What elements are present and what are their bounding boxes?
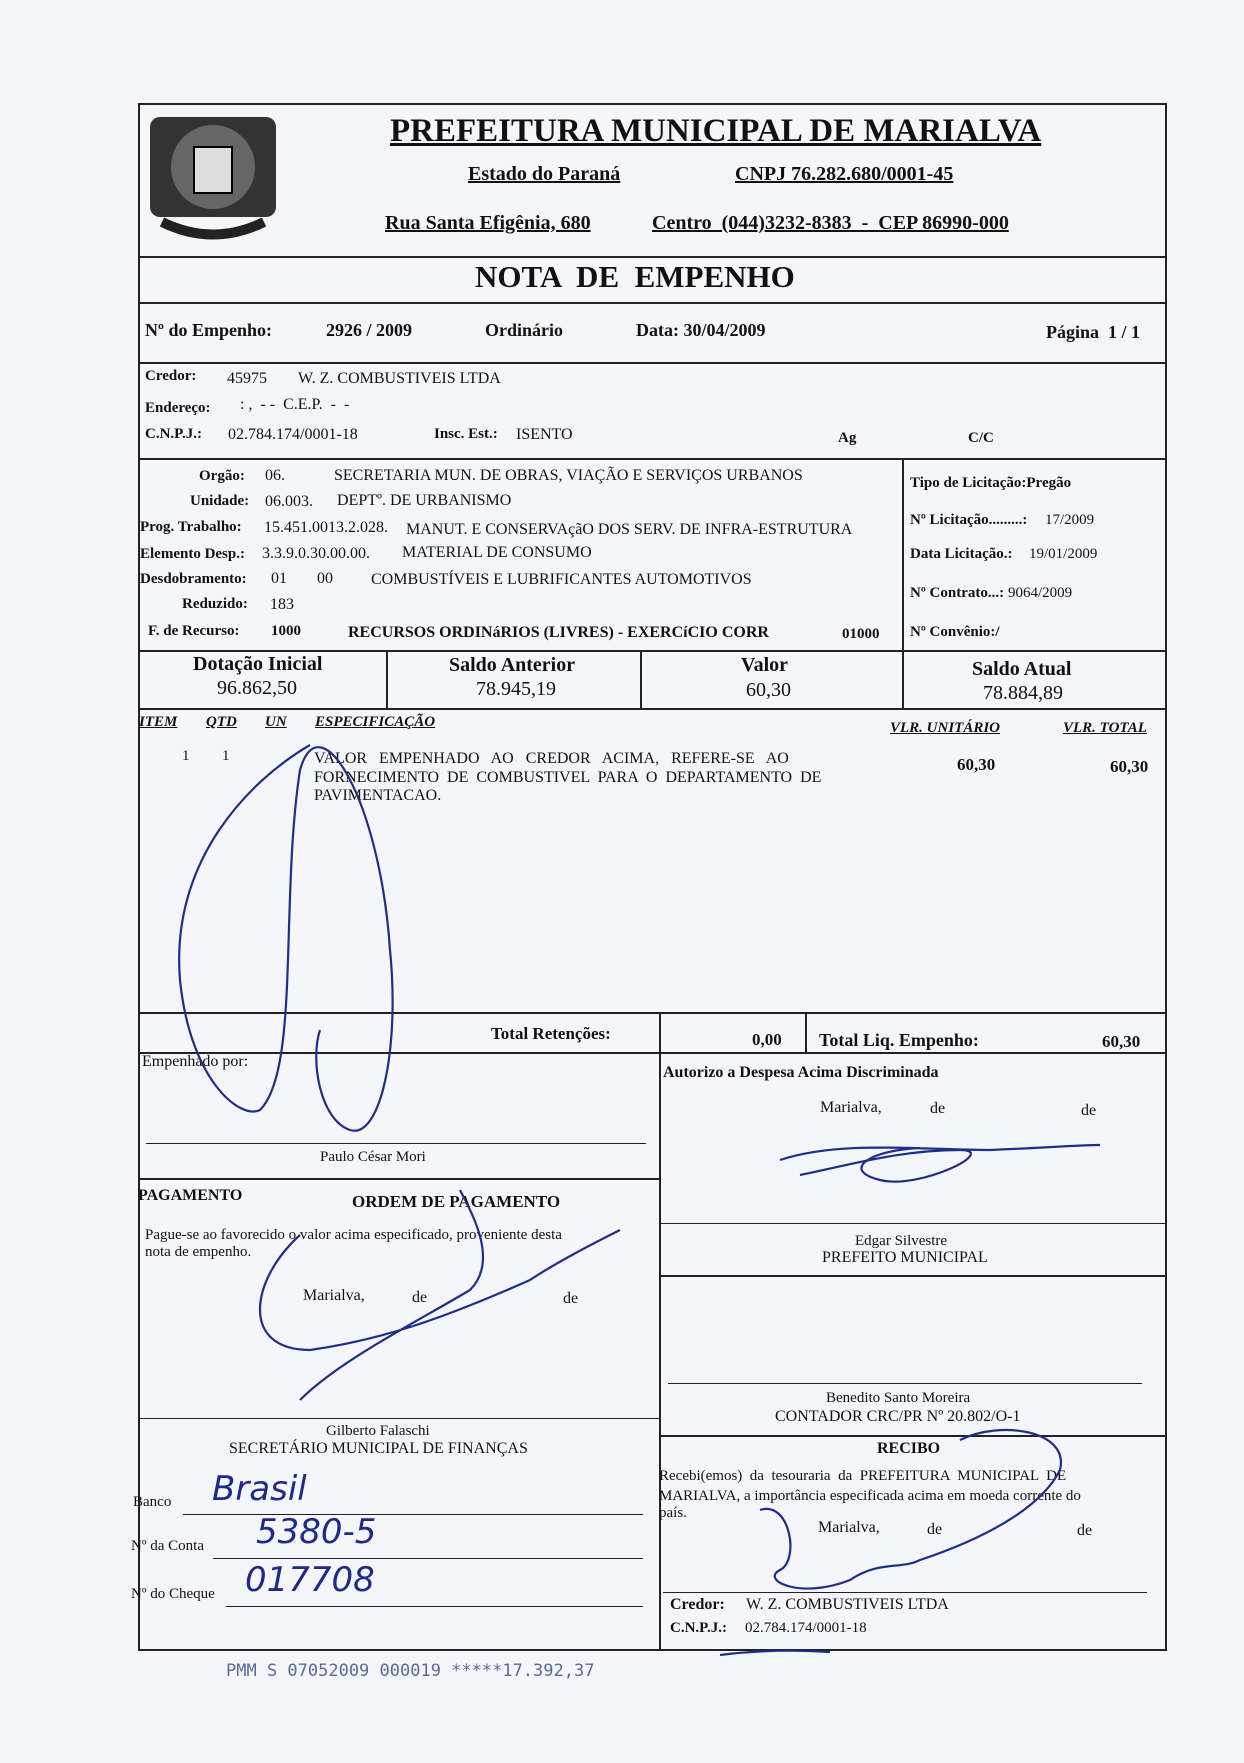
licitacao-tipo: Tipo de Licitação:Pregão	[910, 475, 1072, 491]
secretario-name: Gilberto Falaschi	[326, 1423, 430, 1439]
org-cnpj: CNPJ 76.282.680/0001-45	[735, 163, 954, 185]
recurso-code2: 01000	[842, 626, 880, 642]
desdobramento-code2: 00	[317, 570, 333, 587]
pagamento-text-2: nota de empenho.	[145, 1244, 252, 1260]
pagamento-title: PAGAMENTO	[138, 1187, 243, 1204]
recurso-name: RECURSOS ORDINáRIOS (LIVRES) - EXERCíCIO CORR	[348, 624, 769, 641]
items-col-un: UN	[265, 714, 287, 730]
recurso-label: F. de Recurso:	[148, 623, 240, 639]
address-label: Endereço:	[145, 400, 211, 416]
empenhado-por-name: Paulo César Mori	[320, 1149, 426, 1165]
item-row-qty: 1	[222, 748, 230, 764]
item-row-desc-1: VALOR EMPENHADO AO CREDOR ACIMA, REFERE-SE AO	[314, 750, 789, 767]
prog-code: 15.451.0013.2.028.	[264, 519, 388, 536]
credor-address: : , - - C.E.P. - -	[240, 396, 350, 413]
recibo-credor-name: W. Z. COMBUSTIVEIS LTDA	[746, 1596, 949, 1613]
item-row-number: 1	[182, 748, 190, 764]
orgao-code: 06.	[265, 467, 285, 484]
pagamento-de-1: de	[412, 1289, 428, 1306]
empenho-number: 2926 / 2009	[326, 320, 413, 340]
unidade-name: DEPTº. DE URBANISMO	[337, 492, 512, 509]
item-row-unit-value: 60,30	[957, 755, 996, 774]
liquido-value: 60,30	[1102, 1032, 1141, 1051]
prefeito-title: PREFEITO MUNICIPAL	[822, 1249, 988, 1266]
org-address: Rua Santa Efigênia, 680	[385, 212, 591, 234]
prog-name: MANUT. E CONSERVAçãO DOS SERV. DE INFRA-ESTRUTURA	[406, 521, 853, 538]
saldo-2-value: 60,30	[746, 679, 791, 701]
recibo-city: Marialva,	[818, 1519, 880, 1536]
ordem-pagamento-title: ORDEM DE PAGAMENTO	[352, 1192, 561, 1211]
item-row-desc-2: FORNECIMENTO DE COMBUSTIVEL PARA O DEPARTAMENTO DE	[314, 769, 822, 786]
pagamento-de-2: de	[563, 1290, 579, 1307]
cheque-label: Nº do Cheque	[131, 1586, 215, 1602]
conta-label: Nº da Conta	[131, 1538, 204, 1554]
recibo-text-1: Recebi(emos) da tesouraria da PREFEITURA MUNICIPAL DE	[659, 1468, 1067, 1484]
autorizo-de-1: de	[930, 1100, 946, 1117]
autorizo-city: Marialva,	[820, 1099, 882, 1116]
banco-value: Brasil	[212, 1469, 307, 1509]
insc-label: Insc. Est.:	[434, 426, 498, 442]
saldo-1-label: Saldo Anterior	[449, 654, 576, 676]
pagamento-text-1: Pague-se ao favorecido o valor acima especificado, proveniente desta	[145, 1227, 562, 1243]
contador-title: CONTADOR CRC/PR Nº 20.802/O-1	[775, 1408, 1021, 1425]
payment-stamp: PMM S 07052009 000019 *****17.392,37	[226, 1661, 595, 1681]
elemento-name: MATERIAL DE CONSUMO	[402, 544, 592, 561]
saldo-0-label: Dotação Inicial	[193, 653, 323, 675]
cheque-value: 017708	[245, 1560, 375, 1600]
saldo-3-value: 78.884,89	[983, 682, 1063, 704]
licitacao-numero-label: Nº Licitação.........:	[910, 512, 1028, 528]
retencoes-label: Total Retenções:	[491, 1024, 611, 1043]
licitacao-numero: 17/2009	[1045, 512, 1095, 528]
autorizo-title: Autorizo a Despesa Acima Discriminada	[663, 1064, 939, 1081]
recibo-de-1: de	[927, 1521, 943, 1538]
licitacao-data: 19/01/2009	[1029, 546, 1098, 562]
empenho-date: Data: 30/04/2009	[636, 320, 766, 340]
reduzido-value: 183	[270, 596, 294, 613]
org-contact: Centro (044)3232-8383 - CEP 86990-000	[652, 212, 1009, 234]
retencoes-value: 0,00	[752, 1030, 782, 1049]
prog-label: Prog. Trabalho:	[140, 519, 242, 535]
orgao-label: Orgão:	[199, 468, 245, 484]
recibo-cnpj: 02.784.174/0001-18	[745, 1620, 867, 1636]
saldo-2-label: Valor	[741, 654, 789, 676]
elemento-label: Elemento Desp.:	[140, 546, 245, 562]
contrato-label: Nº Contrato...:	[910, 585, 1005, 601]
pagamento-city: Marialva,	[303, 1287, 365, 1304]
items-col-qtd: QTD	[206, 714, 237, 730]
desdobramento-label: Desdobramento:	[140, 571, 247, 587]
secretario-title: SECRETÁRIO MUNICIPAL DE FINANÇAS	[229, 1440, 528, 1457]
banco-label: Banco	[133, 1494, 172, 1510]
saldo-0-value: 96.862,50	[217, 677, 297, 699]
recibo-title: RECIBO	[877, 1440, 941, 1457]
doc-title: NOTA DE EMPENHO	[475, 259, 795, 294]
items-col-unit: VLR. UNITÁRIO	[890, 720, 1001, 736]
desdobramento-name: COMBUSTÍVEIS E LUBRIFICANTES AUTOMOTIVOS	[371, 571, 752, 588]
credor-name: W. Z. COMBUSTIVEIS LTDA	[298, 370, 501, 387]
credor-insc: ISENTO	[516, 426, 573, 443]
cnpj-label: C.N.P.J.:	[145, 426, 202, 442]
reduzido-label: Reduzido:	[182, 596, 248, 612]
contador-name: Benedito Santo Moreira	[826, 1390, 971, 1406]
saldo-3-label: Saldo Atual	[972, 658, 1072, 680]
recibo-credor-label: Credor:	[670, 1596, 725, 1613]
unidade-code: 06.003.	[265, 493, 313, 510]
empenhado-por-label: Empenhado por:	[142, 1053, 249, 1070]
convenio-label: Nº Convênio:/	[910, 624, 1000, 640]
crest-emblem	[142, 107, 284, 247]
recibo-de-2: de	[1077, 1522, 1093, 1539]
licitacao-data-label: Data Licitação.:	[910, 546, 1013, 562]
contrato-number: 9064/2009	[1008, 585, 1073, 601]
item-row-desc-3: PAVIMENTACAO.	[314, 787, 442, 804]
autorizo-de-2: de	[1081, 1102, 1097, 1119]
items-col-espec: ESPECIFICAÇÃO	[315, 714, 436, 730]
empenho-type: Ordinário	[485, 320, 564, 340]
credor-label: Credor:	[145, 368, 197, 384]
recibo-cnpj-label: C.N.P.J.:	[670, 1620, 727, 1636]
liquido-label: Total Liq. Empenho:	[819, 1030, 979, 1050]
conta-value: 5380-5	[256, 1512, 377, 1552]
prefeito-name: Edgar Silvestre	[855, 1233, 948, 1249]
org-state: Estado do Paraná	[468, 163, 621, 185]
unidade-label: Unidade:	[190, 493, 250, 509]
recibo-text-2: MARIALVA, a importância especificada acima em moeda corrente do	[659, 1488, 1081, 1504]
bank-account-label: C/C	[968, 430, 994, 446]
bank-agency-label: Ag	[838, 430, 857, 446]
items-col-item: ITEM	[139, 714, 178, 730]
desdobramento-code: 01	[271, 570, 287, 587]
items-col-total: VLR. TOTAL	[1063, 720, 1147, 736]
saldo-1-value: 78.945,19	[476, 678, 556, 700]
credor-code: 45975	[227, 370, 267, 387]
empenho-number-label: Nº do Empenho:	[145, 320, 272, 340]
item-row-total-value: 60,30	[1110, 757, 1149, 776]
elemento-code: 3.3.9.0.30.00.00.	[262, 545, 370, 562]
org-title: PREFEITURA MUNICIPAL DE MARIALVA	[390, 113, 1042, 149]
recurso-code: 1000	[271, 623, 301, 639]
recibo-text-3: país.	[659, 1505, 687, 1521]
credor-cnpj: 02.784.174/0001-18	[228, 426, 358, 443]
page-number: Página 1 / 1	[1046, 322, 1141, 342]
orgao-name: SECRETARIA MUN. DE OBRAS, VIAÇÃO E SERVIÇOS URBANOS	[334, 467, 803, 484]
